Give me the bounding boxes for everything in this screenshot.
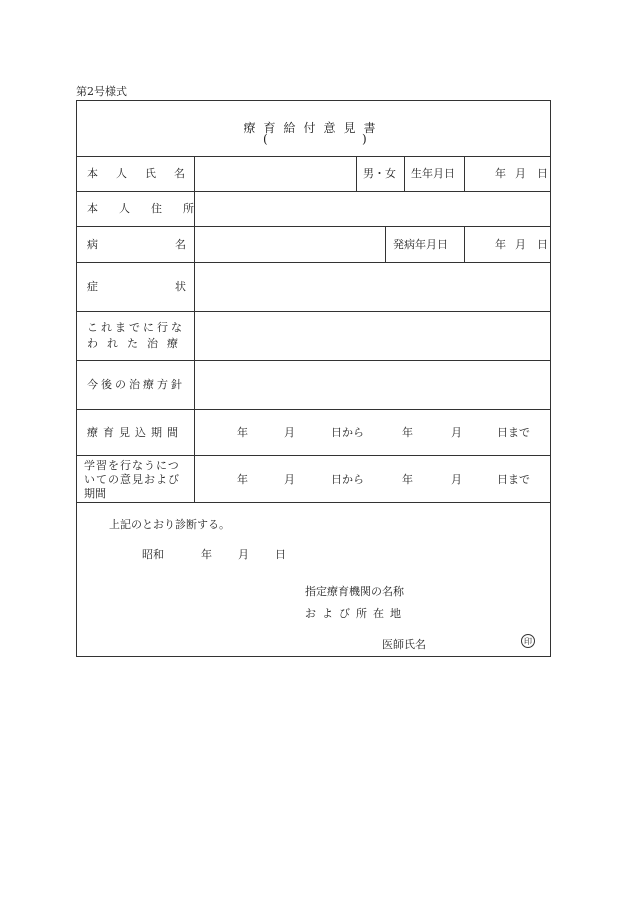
past-treatment-label-line2: われた治療 [87,337,187,350]
rule-4 [77,262,550,263]
period-from-month: 月 [284,426,295,439]
symptom-label-char2: 状 [175,280,186,293]
past-treatment-label-line1: これまでに行な [87,321,185,334]
paren-close: ) [362,132,367,146]
study-label-line1: 学習を行なうにつ [84,459,180,472]
disease-label-char1: 病 [87,238,98,251]
institution-label-line2: および所在地 [305,607,407,620]
onset-day: 日 [537,238,548,251]
sex-rule-right [404,156,405,191]
sex-rule-left [356,156,357,191]
era-label: 昭和 [142,548,164,561]
onset-rule-left [385,226,386,262]
period-from-year: 年 [237,426,248,439]
rule-7 [77,409,550,410]
study-from-day: 日から [331,473,364,486]
paren-open: ( [263,132,268,146]
birth-day: 日 [537,167,548,180]
period-label: 療育見込期間 [87,426,183,439]
birth-month: 月 [515,167,526,180]
study-from-month: 月 [284,473,295,486]
opinion-form [76,100,551,657]
name-label-char-4: 名 [174,167,185,180]
period-to-year: 年 [402,426,413,439]
sex-options: 男・女 [363,167,396,180]
footer-month: 月 [238,548,249,561]
disease-label-char2: 名 [175,238,186,251]
footer-day: 日 [275,548,286,561]
institution-label-line1: 指定療育機関の名称 [305,585,404,598]
study-label-line2: いての意見および [84,473,180,486]
birth-label: 生年月日 [411,167,455,180]
future-plan-label: 今後の治療方針 [87,378,185,391]
name-label-char-2: 人 [116,167,127,180]
name-label-char-1: 本 [87,167,98,180]
rule-3 [77,226,550,227]
period-to-month: 月 [451,426,462,439]
diagnosis-statement: 上記のとおり診断する。 [109,518,230,531]
footer-year: 年 [201,548,212,561]
name-label-char-3: 氏 [145,167,156,180]
rule-8 [77,455,550,456]
form-number: 第2号様式 [76,85,127,98]
address-label: 本人住所 [87,202,215,215]
onset-month: 月 [515,238,526,251]
doctor-label: 医師氏名 [382,638,426,651]
rule-9 [77,502,550,503]
name-label [87,168,185,179]
rule-5 [77,311,550,312]
rule-1 [77,156,550,157]
period-from-day: 日から [331,426,364,439]
study-to-year: 年 [402,473,413,486]
birth-rule [464,156,465,191]
period-to-day: 日まで [497,426,530,439]
study-to-month: 月 [451,473,462,486]
onset-rule-right [464,226,465,262]
birth-year: 年 [495,167,506,180]
symptom-label-char1: 症 [87,280,98,293]
rule-6 [77,360,550,361]
rule-2 [77,191,550,192]
study-to-day: 日まで [497,473,530,486]
onset-year: 年 [495,238,506,251]
onset-label: 発病年月日 [393,238,448,251]
form-title: 療育給付意見書 [243,121,384,135]
seal-icon: 印 [521,634,535,648]
study-from-year: 年 [237,473,248,486]
study-label-line3: 期間 [84,487,106,500]
